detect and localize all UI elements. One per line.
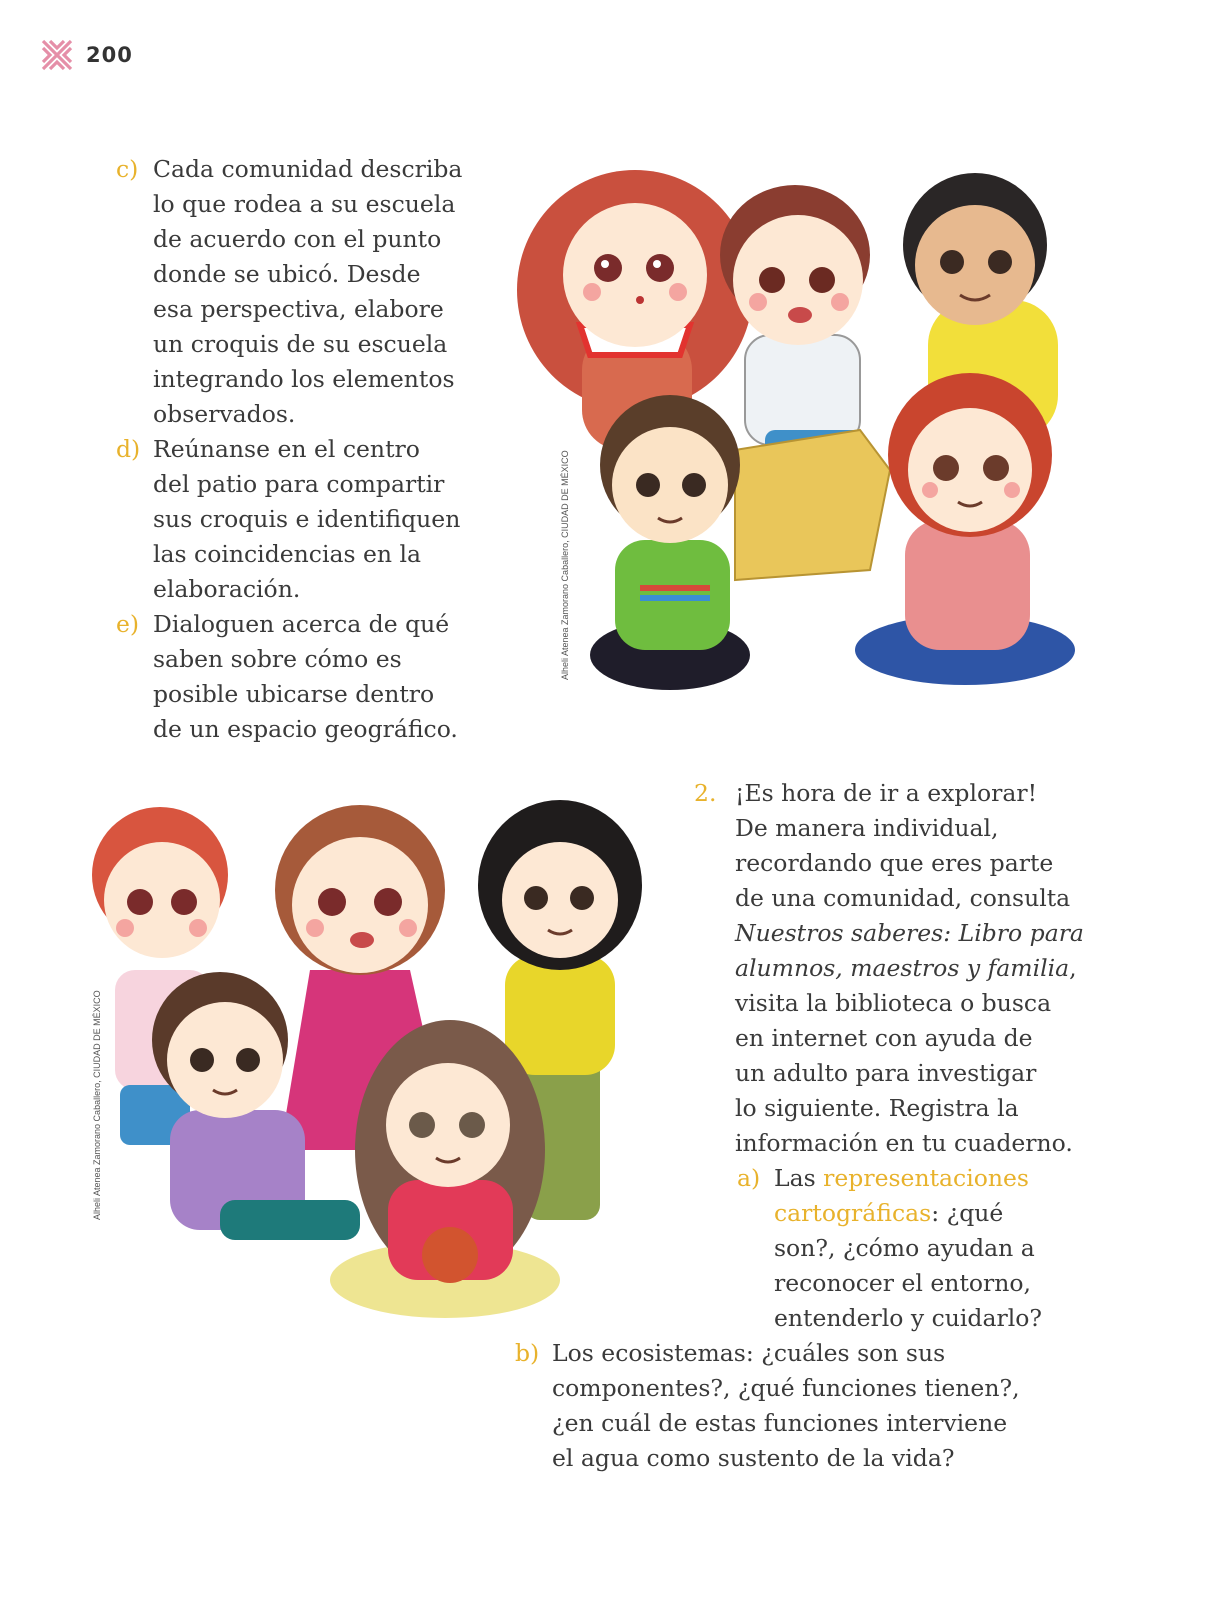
text-line: Los ecosistemas: ¿cuáles son sus [552, 1339, 946, 1367]
text-line: un adulto para investigar [735, 1059, 1037, 1087]
book-title-line [735, 951, 1084, 986]
text-line: De manera individual, [735, 814, 999, 842]
illustration-credit: Alheli Atenea Zamorano Caballero, CIUDAD DE MÉXICO [560, 450, 570, 680]
list-item-e [116, 607, 462, 747]
text-line: esa perspectiva, elabore [153, 295, 444, 323]
text-line: en internet con ayuda de [735, 1024, 1033, 1052]
text-line: donde se ubicó. Desde [153, 260, 421, 288]
book-title-part: alumnos, maestros y familia [735, 954, 1070, 982]
text-line: ¡Es hora de ir a explorar! [735, 779, 1038, 807]
text-line: lo que rodea a su escuela [153, 190, 456, 218]
page-number: 200 [86, 43, 133, 67]
illustration-credit: Alheli Atenea Zamorano Caballero, CIUDAD DE MÉXICO [92, 990, 102, 1220]
text-line: de una comunidad, consulta [735, 884, 1071, 912]
text-line: elaboración. [153, 575, 301, 603]
text-fragment: : ¿qué [931, 1199, 1004, 1227]
text-line: de un espacio geográfico. [153, 715, 458, 743]
text-line: componentes?, ¿qué funciones tienen?, [552, 1374, 1020, 1402]
activity-2 [694, 776, 1084, 1161]
book-title-line [735, 916, 1084, 951]
text-line: Cada comunidad describa [153, 155, 463, 183]
list-marker: 2. [694, 779, 717, 807]
text-line: recordando que eres parte [735, 849, 1054, 877]
text-line: sus croquis e identifiquen [153, 505, 461, 533]
text-line: posible ubicarse dentro [153, 680, 435, 708]
list-marker: d) [116, 435, 141, 463]
text-line: visita la biblioteca o busca [735, 989, 1052, 1017]
text-line [774, 1196, 1042, 1231]
list-item-d [116, 432, 462, 607]
text-line: integrando los elementos [153, 365, 455, 393]
text-line: lo siguiente. Registra la [735, 1094, 1019, 1122]
text-line: el agua como sustento de la vida? [552, 1444, 955, 1472]
text-line: ¿en cuál de estas funciones interviene [552, 1409, 1008, 1437]
text-line: las coincidencias en la [153, 540, 422, 568]
book-title-part: Nuestros saberes: Libro para [735, 919, 1084, 947]
text-line: reconocer el entorno, [774, 1269, 1032, 1297]
text-line [774, 1161, 1042, 1196]
text-line: observados. [153, 400, 296, 428]
child-boy-green-sweater [590, 395, 750, 690]
illustration-children-group-2 [70, 790, 650, 1335]
text-line: Dialoguen acerca de qué [153, 610, 450, 638]
pink-cross-ornament-icon [40, 38, 74, 72]
yellow-box [735, 430, 890, 580]
activity-list-cde [116, 152, 463, 747]
punctuation: , [1069, 954, 1077, 982]
page-header [40, 38, 133, 72]
list-marker: a) [737, 1164, 761, 1192]
child-girl-pink-hoodie [855, 373, 1075, 685]
text-line: Reúnanse en el centro [153, 435, 420, 463]
highlighted-term: representaciones [823, 1164, 1029, 1192]
text-line: entenderlo y cuidarlo? [774, 1304, 1042, 1332]
highlighted-term: cartográficas [774, 1199, 932, 1227]
text-line: son?, ¿cómo ayudan a [774, 1234, 1035, 1262]
activity-2-item-b [515, 1336, 1020, 1476]
text-line: un croquis de su escuela [153, 330, 448, 358]
list-marker: b) [515, 1339, 540, 1367]
list-marker: e) [116, 610, 140, 638]
activity-2-item-a [737, 1161, 1042, 1336]
text-line: información en tu cuaderno. [735, 1129, 1073, 1157]
illustration-children-group-1 [510, 140, 1080, 705]
list-item-c [116, 152, 463, 432]
text-fragment: Las [774, 1164, 824, 1192]
text-line: saben sobre cómo es [153, 645, 402, 673]
text-line: de acuerdo con el punto [153, 225, 442, 253]
text-line: del patio para compartir [153, 470, 445, 498]
list-marker: c) [116, 155, 139, 183]
